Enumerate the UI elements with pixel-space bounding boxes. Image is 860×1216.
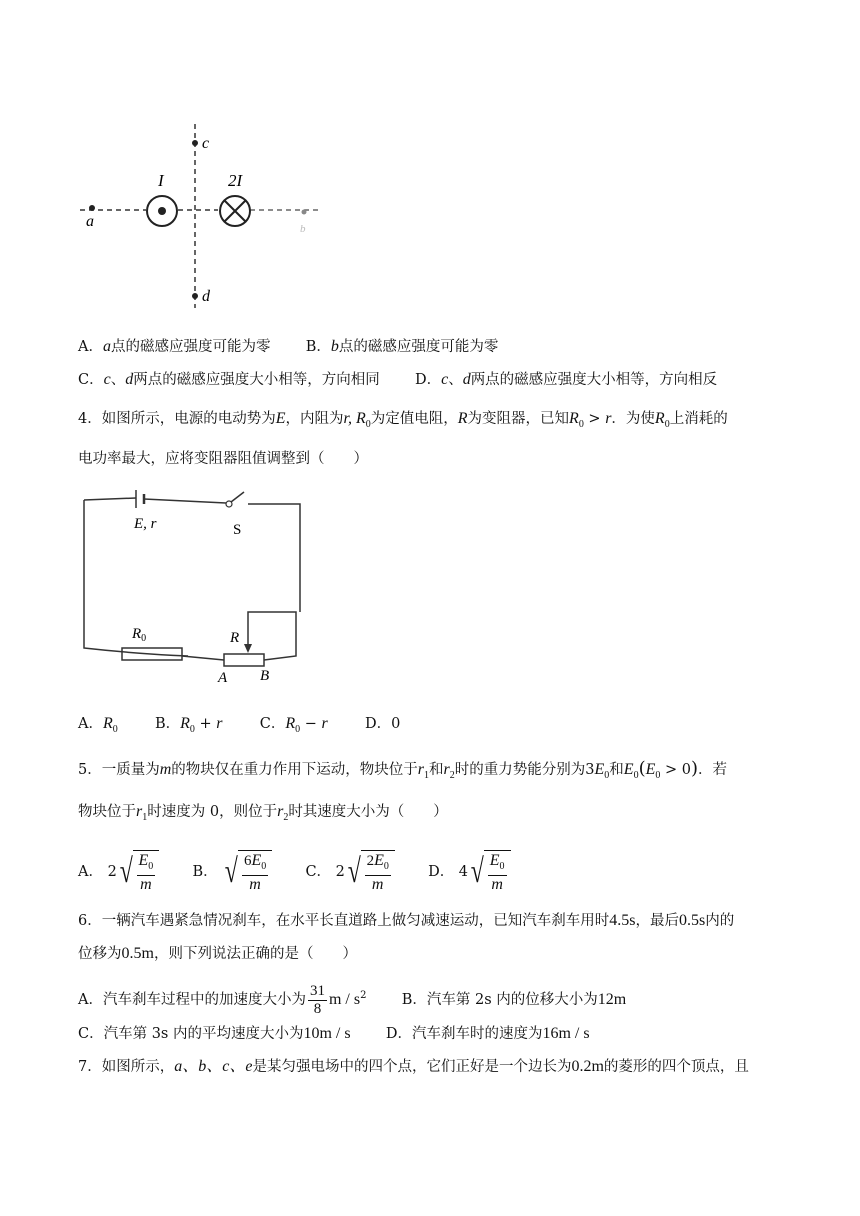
q6-option-d[interactable]: D．汽车刹车时的速度为16m / s [385,1025,590,1042]
q4-stem-line2: 电功率最大，应将变阻器阻值调整到（ ） [78,451,368,467]
q5-option-d[interactable]: D． 4 √ $\frac{E_0}{m}$ [428,864,510,880]
q3-option-c[interactable]: C．c、d两点的磁感应强度大小相等，方向相同 [78,371,380,388]
label-2I: 2I [228,171,243,190]
point-b [302,210,307,215]
label-emf: E, r [134,516,157,532]
q3-options-row2 [78,370,717,390]
label-a: a [86,213,94,230]
q5-stem-line2: 物块位于$r_1$时速度为 0，则位于$r_2$时其速度大小为（ ） [78,803,448,823]
q6-stem-line1: 6．一辆汽车遇紧急情况刹车，在水平长直道路上做匀减速运动，已知汽车刹车用时4.5s，最后0.5s内的 [78,912,735,929]
q6-option-a[interactable]: A．汽车刹车过程中的加速度大小为 $\frac{31}{8}$ m / $s^2$ [78,982,367,1017]
q4-option-c[interactable]: C．$R_0 - r$ [259,715,328,735]
q3-option-d[interactable]: D．c、d两点的磁感应强度大小相等，方向相反 [414,371,718,388]
q7-stem-line1: 7．如图所示，a、b、c、e是某匀强电场中的四个点，它们正好是一个边长为0.2m的菱形的四个顶点，且 [78,1058,749,1075]
q5-options [78,850,511,893]
q4-option-d[interactable]: D．0 [364,716,401,732]
q5-stem-line1: 5．一质量为m的物块仅在重力作用下运动，物块位于$r_1$和$r_2$时的重力势能分别为$3E_0$和$E_0(E_0 > 0)$．若 [78,758,727,781]
point-a [89,205,95,211]
label-B: B [260,668,270,684]
q6-options-row2 [78,1024,590,1044]
label-c: c [202,135,210,152]
q6-option-c[interactable]: C．汽车第 3s 内的平均速度大小为10m / s [78,1025,351,1042]
label-A: A [218,670,228,686]
q4-option-a[interactable]: A．$R_0$ [78,715,118,735]
q5-option-c[interactable]: C． 2 √ $\frac{2E_0}{m}$ [305,864,394,880]
point-c [192,140,198,146]
q3-options-row1 [78,337,498,357]
label-R0: $R_0$ [132,626,147,644]
label-R: R [230,630,240,646]
q4-options [78,714,400,740]
q3-option-a[interactable]: A．a点的磁感应强度可能为零 [78,338,271,355]
circuit-figure [78,488,318,688]
point-d [192,293,198,299]
label-d: d [202,288,210,305]
magnetic-field-figure [78,118,338,318]
q4-stem-line1: 4．如图所示，电源的电动势为E，内阻为r, $R_0$为定值电阻，R为变阻器，已知$R_0 > r$．为使$R_0$上消耗的 [78,410,728,430]
rheostat-R [224,654,264,666]
q5-option-a[interactable]: A． 2 √ $\frac{E_0}{m}$ [78,864,159,880]
q4-option-b[interactable]: B．$R_0 + r$ [154,715,223,735]
label-I: I [158,171,164,190]
q6-options-row1 [78,978,626,1018]
q6-stem-line2: 位移为0.5m，则下列说法正确的是（ ） [78,945,357,962]
q6-option-b[interactable]: B．汽车第 2s 内的位移大小为12m [401,991,627,1008]
label-switch: S [233,522,242,538]
q5-option-b[interactable]: B． √ $\frac{6E_0}{m}$ [193,864,273,880]
label-b: b [300,223,306,235]
q3-option-b[interactable]: B．b点的磁感应强度可能为零 [305,338,499,355]
